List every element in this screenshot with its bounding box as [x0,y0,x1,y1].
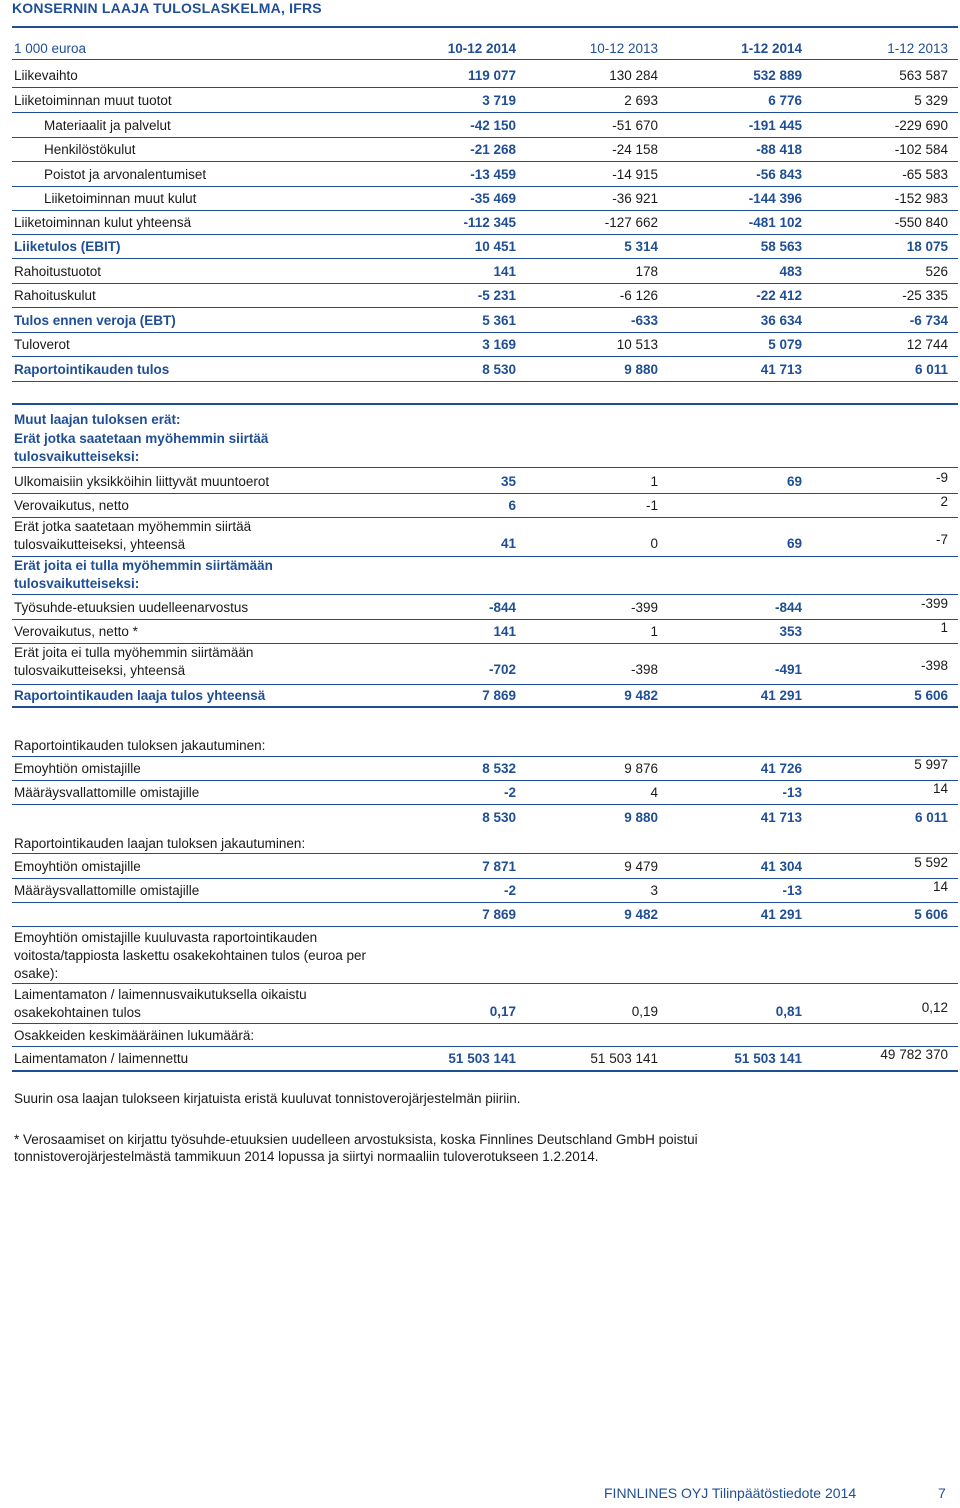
row-label: Tulos ennen veroja (EBT) [14,313,176,328]
cell-value: -398 [920,658,948,673]
divider [12,493,958,494]
cell-value: 49 782 370 [880,1047,948,1062]
divider [12,1023,958,1024]
cell-value: -14 915 [612,167,658,182]
divider [12,780,958,781]
col-header-q4-2013: 10-12 2013 [589,41,658,56]
cell-value: -112 345 [463,215,516,230]
cell-value: -88 418 [756,142,802,157]
divider [12,706,958,708]
cell-value: -550 840 [894,215,948,230]
cell-value: -24 158 [612,142,658,157]
divider [12,59,958,60]
oci-nonreclass-heading: Erät joita ei tulla myöhemmin siirtämään tulosvaikutteiseksi: [14,558,273,591]
cell-value: 41 713 [760,362,802,377]
row-label: Määräysvallattomille omistajille [14,883,200,898]
cell-value: 5 606 [914,688,948,703]
row-label: Verovaikutus, netto [14,498,129,513]
distribution-heading: Raportointikauden tuloksen jakautuminen: [14,738,266,753]
divider [12,186,958,187]
cell-value: -5 231 [477,288,516,303]
page-title: KONSERNIN LAAJA TULOSLASKELMA, IFRS [12,0,322,16]
divider [12,619,958,620]
row-label: Liiketoiminnan muut kulut [44,191,197,206]
cell-value: -35 469 [470,191,516,206]
cell-value: -2 [503,883,516,898]
cell-value: -398 [630,662,658,677]
cell-value: 51 503 141 [448,1051,516,1066]
row-label: Poistot ja arvonalentumiset [44,167,207,182]
cell-value: 9 482 [624,688,658,703]
row-label: Raportointikauden laaja tulos yhteensä [14,688,266,703]
row-label: Raportointikauden tulos [14,362,170,377]
row-label: Emoyhtiön omistajille [14,761,141,776]
cell-value: 1 [940,620,948,635]
cell-value: 0,12 [921,1000,948,1015]
cell-value: -844 [488,600,516,615]
cell-value: 41 304 [760,859,802,874]
cell-value: 51 503 141 [734,1051,802,1066]
cell-value: 353 [779,624,802,639]
cell-value: 7 869 [482,688,516,703]
cell-value: 119 077 [467,68,516,83]
cell-value: 5 079 [768,337,802,352]
cell-value: 14 [932,879,948,894]
divider [12,210,958,211]
row-label: Emoyhtiön omistajille [14,859,141,874]
cell-value: 6 011 [914,810,948,825]
cell-value: 2 693 [624,93,658,108]
cell-value: 5 361 [482,313,516,328]
cell-value: 178 [635,264,658,279]
row-label: Määräysvallattomille omistajille [14,785,200,800]
cell-value: 41 726 [760,761,802,776]
page-number: 7 [938,1485,946,1501]
cell-value: 3 719 [482,93,516,108]
col-header-fy-2013: 1-12 2013 [887,41,948,56]
divider [12,1046,958,1047]
cell-value: 12 744 [906,337,948,352]
note-deferred-tax: * Verosaamiset on kirjattu työsuhde-etuuksien uudelleen arvostuksista, koska Finnlines Deutschland GmbH poistui tonnistoverojärjestelmästä tammikuun 2014 lopussa ja siirtyi normaaliin tuloverotukseen 1.2.2014. [14,1132,698,1164]
cell-value: -633 [630,313,658,328]
cell-value: -65 583 [902,167,948,182]
cell-value: -1 [645,498,658,513]
cell-value: 141 [493,624,516,639]
cell-value: -13 459 [470,167,516,182]
cell-value: 2 [940,494,948,509]
cell-value: 69 [786,536,802,551]
cell-value: 6 011 [914,362,948,377]
cell-value: 5 997 [914,757,948,772]
cell-value: 0,17 [489,1004,516,1019]
cell-value: -21 268 [470,142,516,157]
divider [12,467,958,468]
divider [12,307,958,308]
cell-value: 14 [932,781,948,796]
cell-value: 9 479 [624,859,658,874]
cell-value: 3 169 [482,337,516,352]
row-label: Työsuhde-etuuksien uudelleenarvostus [14,600,249,615]
cell-value: -399 [920,596,948,611]
cell-value: 532 889 [753,68,802,83]
cell-value: -399 [630,600,658,615]
cell-value: -844 [774,600,802,615]
divider [12,332,958,333]
cell-value: 18 075 [906,239,948,254]
row-label: Liikevaihto [14,68,78,83]
cell-value: -702 [488,662,516,677]
cell-value: 9 482 [624,907,658,922]
cell-value: -144 396 [748,191,802,206]
divider [12,926,958,927]
shares-heading: Osakkeiden keskimääräinen lukumäärä: [14,1028,255,1043]
cell-value: -6 734 [909,313,948,328]
divider [12,356,958,357]
divider [12,87,958,88]
unit-label: 1 000 euroa [14,41,87,56]
cell-value: 7 871 [482,859,516,874]
cell-value: 8 530 [482,810,516,825]
cell-value: 41 713 [760,810,802,825]
cell-value: 5 329 [914,93,948,108]
divider [12,594,958,595]
cell-value: 526 [925,264,948,279]
row-label: Rahoituskulut [14,288,96,303]
cell-value: 58 563 [760,239,802,254]
cell-value: 69 [786,474,802,489]
row-label: Materiaalit ja palvelut [44,118,171,133]
divider [12,403,958,405]
cell-value: 9 876 [624,761,658,776]
row-label: Laimentamaton / laimennusvaikutuksella oikaistu osakekohtainen tulos [14,987,307,1020]
cell-value: 141 [493,264,516,279]
cell-value: 0,81 [775,1004,802,1019]
cell-value: -102 584 [894,142,948,157]
comprehensive-distribution-heading: Raportointikauden laajan tuloksen jakautuminen: [14,836,306,851]
cell-value: -56 843 [756,167,802,182]
cell-value: -2 [503,785,516,800]
cell-value: -42 150 [470,118,516,133]
cell-value: 9 880 [624,810,658,825]
cell-value: -491 [774,662,802,677]
cell-value: -127 662 [604,215,658,230]
row-label: Liiketoiminnan muut tuotot [14,93,172,108]
divider [12,983,958,984]
cell-value: 0,19 [631,1004,658,1019]
row-label: Liiketulos (EBIT) [14,239,121,254]
cell-value: -7 [935,532,948,547]
cell-value: 5 592 [914,855,948,870]
divider [12,258,958,259]
divider [12,902,958,903]
divider [12,381,958,382]
cell-value: 5 606 [914,907,948,922]
cell-value: 8 530 [482,362,516,377]
cell-value: 3 [650,883,658,898]
row-label: Erät jotka saatetaan myöhemmin siirtää tulosvaikutteiseksi, yhteensä [14,519,252,552]
col-header-q4-2014: 10-12 2014 [447,41,516,56]
divider [12,112,958,113]
cell-value: 10 513 [616,337,658,352]
row-label: Rahoitustuotot [14,264,102,279]
cell-value: 1 [650,474,658,489]
divider [12,234,958,235]
cell-value: 1 [650,624,658,639]
title-divider [12,26,958,28]
cell-value: 36 634 [760,313,802,328]
cell-value: 41 291 [760,688,802,703]
cell-value: -191 445 [748,118,802,133]
eps-heading: Emoyhtiön omistajille kuuluvasta raportointikauden voitosta/tappiosta laskettu osakekohtainen tulos (euroa per osake): [14,930,366,981]
row-label: Tuloverot [14,337,70,352]
row-label: Laimentamaton / laimennettu [14,1051,189,1066]
cell-value: -9 [935,470,948,485]
cell-value: 563 587 [899,68,948,83]
cell-value: 10 451 [474,239,516,254]
divider [12,804,958,805]
cell-value: -6 126 [619,288,658,303]
divider [12,161,958,162]
cell-value: -229 690 [894,118,948,133]
oci-heading: Muut laajan tuloksen erät: [14,412,181,427]
cell-value: 41 291 [760,907,802,922]
cell-value: 7 869 [482,907,516,922]
row-label: Erät joita ei tulla myöhemmin siirtämään tulosvaikutteiseksi, yhteensä [14,645,254,678]
cell-value: -481 102 [748,215,802,230]
row-label: Verovaikutus, netto * [14,624,138,639]
cell-value: -13 [782,785,802,800]
cell-value: 6 [508,498,516,513]
cell-value: -51 670 [612,118,658,133]
divider [12,137,958,138]
cell-value: 0 [650,536,658,551]
divider [12,684,958,685]
row-label: Henkilöstökulut [44,142,136,157]
col-header-fy-2014: 1-12 2014 [741,41,802,56]
divider [12,1070,958,1072]
divider [12,283,958,284]
footer-text: FINNLINES OYJ Tilinpäätöstiedote 2014 [604,1485,857,1501]
cell-value: 9 880 [624,362,658,377]
row-label: Liiketoiminnan kulut yhteensä [14,215,192,230]
cell-value: 51 503 141 [590,1051,658,1066]
row-label: Ulkomaisiin yksikköihin liittyvät muuntoerot [14,474,270,489]
divider [12,756,958,757]
cell-value: 6 776 [768,93,802,108]
cell-value: 4 [650,785,658,800]
cell-value: -13 [782,883,802,898]
cell-value: 41 [500,536,516,551]
cell-value: 483 [779,264,802,279]
cell-value: -36 921 [612,191,658,206]
cell-value: -22 412 [756,288,802,303]
cell-value: 8 532 [482,761,516,776]
oci-reclass-heading: Erät jotka saatetaan myöhemmin siirtää tulosvaikutteiseksi: [14,431,269,464]
cell-value: 130 284 [609,68,658,83]
cell-value: 35 [500,474,516,489]
cell-value: -25 335 [902,288,948,303]
divider [12,853,958,854]
cell-value: 5 314 [624,239,658,254]
note-tonnage-tax: Suurin osa laajan tulokseen kirjatuista eristä kuuluvat tonnistoverojärjestelmän piiriin. [14,1091,521,1106]
cell-value: -152 983 [894,191,948,206]
divider [12,878,958,879]
